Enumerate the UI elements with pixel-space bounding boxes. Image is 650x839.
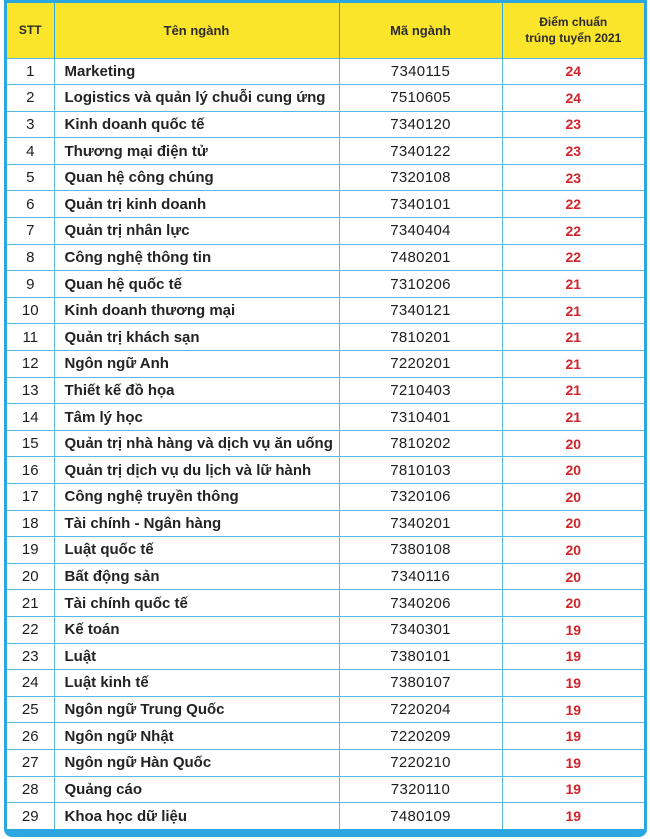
row-name: Quản trị khách sạn [54,324,339,351]
row-name: Luật kinh tế [54,670,339,697]
row-stt: 21 [7,590,54,617]
row-code: 7810103 [339,457,502,484]
row-code: 7380101 [339,643,502,670]
row-code: 7220204 [339,696,502,723]
row-stt: 3 [7,111,54,138]
row-stt: 6 [7,191,54,218]
table-row [7,271,644,298]
table-row [7,351,644,378]
row-code: 7380107 [339,670,502,697]
table-row [7,749,644,776]
row-code: 7340101 [339,191,502,218]
row-stt: 15 [7,430,54,457]
row-name: Ngôn ngữ Anh [54,351,339,378]
row-stt: 22 [7,616,54,643]
row-name: Quan hệ quốc tế [54,271,339,298]
row-name: Khoa học dữ liệu [54,803,339,830]
row-score: 20 [502,590,644,617]
table-row [7,138,644,165]
row-name: Tâm lý học [54,404,339,431]
row-stt: 17 [7,484,54,511]
row-name: Quảng cáo [54,776,339,803]
table-row [7,430,644,457]
header-score-line1: Điểm chuẩn [539,15,608,30]
row-code: 7320108 [339,164,502,191]
table-row [7,244,644,271]
row-stt: 19 [7,537,54,564]
row-stt: 12 [7,351,54,378]
row-code: 7340116 [339,563,502,590]
row-code: 7220210 [339,749,502,776]
row-stt: 1 [7,58,54,85]
row-score: 19 [502,803,644,830]
table-row [7,803,644,830]
row-score: 24 [502,58,644,85]
row-code: 7340122 [339,138,502,165]
row-name: Quản trị nhân lực [54,218,339,245]
row-code: 7810201 [339,324,502,351]
row-score: 19 [502,749,644,776]
table-row [7,457,644,484]
row-code: 7480109 [339,803,502,830]
row-name: Quan hệ công chúng [54,164,339,191]
table-row [7,58,644,85]
row-stt: 25 [7,696,54,723]
row-stt: 13 [7,377,54,404]
row-stt: 11 [7,324,54,351]
table-row [7,643,644,670]
row-name: Tài chính quốc tế [54,590,339,617]
table-row [7,191,644,218]
row-name: Kinh doanh quốc tế [54,111,339,138]
row-name: Kế toán [54,616,339,643]
table-row [7,164,644,191]
row-name: Quản trị dịch vụ du lịch và lữ hành [54,457,339,484]
row-code: 7340115 [339,58,502,85]
table-row [7,616,644,643]
table-row [7,484,644,511]
row-score: 19 [502,616,644,643]
row-name: Quản trị kinh doanh [54,191,339,218]
row-code: 7310206 [339,271,502,298]
row-code: 7340301 [339,616,502,643]
row-name: Logistics và quản lý chuỗi cung ứng [54,85,339,112]
row-score: 21 [502,271,644,298]
row-code: 7480201 [339,244,502,271]
row-score: 21 [502,404,644,431]
row-score: 21 [502,377,644,404]
table-row [7,297,644,324]
table-row [7,776,644,803]
row-code: 7320106 [339,484,502,511]
row-stt: 16 [7,457,54,484]
header-name: Tên ngành [54,3,339,58]
row-score: 19 [502,643,644,670]
row-score: 20 [502,510,644,537]
row-code: 7220201 [339,351,502,378]
table-row [7,111,644,138]
table-row [7,404,644,431]
row-name: Ngôn ngữ Hàn Quốc [54,749,339,776]
row-code: 7310401 [339,404,502,431]
row-code: 7380108 [339,537,502,564]
admission-scores-table [7,3,644,829]
header-score-line2: trúng tuyển 2021 [525,31,622,46]
row-code: 7510605 [339,85,502,112]
row-stt: 29 [7,803,54,830]
table-row [7,696,644,723]
row-name: Ngôn ngữ Trung Quốc [54,696,339,723]
table-row [7,563,644,590]
row-stt: 23 [7,643,54,670]
row-code: 7340201 [339,510,502,537]
row-score: 22 [502,218,644,245]
row-stt: 18 [7,510,54,537]
table-row [7,590,644,617]
table-header-row [7,3,644,58]
table-row [7,723,644,750]
row-name: Luật [54,643,339,670]
row-name: Quản trị nhà hàng và dịch vụ ăn uống [54,430,339,457]
row-code: 7220209 [339,723,502,750]
row-name: Thiết kế đồ họa [54,377,339,404]
row-score: 19 [502,723,644,750]
row-name: Ngôn ngữ Nhật [54,723,339,750]
header-score [502,3,644,58]
row-stt: 8 [7,244,54,271]
row-code: 7340404 [339,218,502,245]
row-score: 23 [502,164,644,191]
row-stt: 10 [7,297,54,324]
row-score: 21 [502,324,644,351]
row-code: 7320110 [339,776,502,803]
row-score: 21 [502,297,644,324]
header-stt: STT [7,3,54,58]
row-stt: 9 [7,271,54,298]
row-name: Luật quốc tế [54,537,339,564]
row-code: 7340121 [339,297,502,324]
row-stt: 4 [7,138,54,165]
row-name: Thương mại điện tử [54,138,339,165]
row-score: 20 [502,484,644,511]
row-stt: 20 [7,563,54,590]
row-score: 20 [502,563,644,590]
table-row [7,85,644,112]
row-stt: 28 [7,776,54,803]
row-score: 23 [502,111,644,138]
row-name: Bất động sản [54,563,339,590]
row-stt: 26 [7,723,54,750]
table-row [7,377,644,404]
row-stt: 5 [7,164,54,191]
table-row [7,218,644,245]
row-stt: 7 [7,218,54,245]
row-score: 20 [502,457,644,484]
row-name: Marketing [54,58,339,85]
row-stt: 27 [7,749,54,776]
row-score: 22 [502,191,644,218]
table-row [7,537,644,564]
row-name: Tài chính - Ngân hàng [54,510,339,537]
row-score: 22 [502,244,644,271]
row-stt: 24 [7,670,54,697]
row-name: Công nghệ truyền thông [54,484,339,511]
row-name: Kinh doanh thương mại [54,297,339,324]
table-row [7,670,644,697]
row-code: 7810202 [339,430,502,457]
table-row [7,324,644,351]
row-code: 7340120 [339,111,502,138]
row-code: 7210403 [339,377,502,404]
row-name: Công nghệ thông tin [54,244,339,271]
table-row [7,510,644,537]
row-score: 24 [502,85,644,112]
row-score: 19 [502,776,644,803]
row-stt: 14 [7,404,54,431]
row-code: 7340206 [339,590,502,617]
row-score: 19 [502,670,644,697]
row-score: 19 [502,696,644,723]
row-score: 23 [502,138,644,165]
row-stt: 2 [7,85,54,112]
row-score: 20 [502,430,644,457]
row-score: 20 [502,537,644,564]
row-score: 21 [502,351,644,378]
header-code: Mã ngành [339,3,502,58]
